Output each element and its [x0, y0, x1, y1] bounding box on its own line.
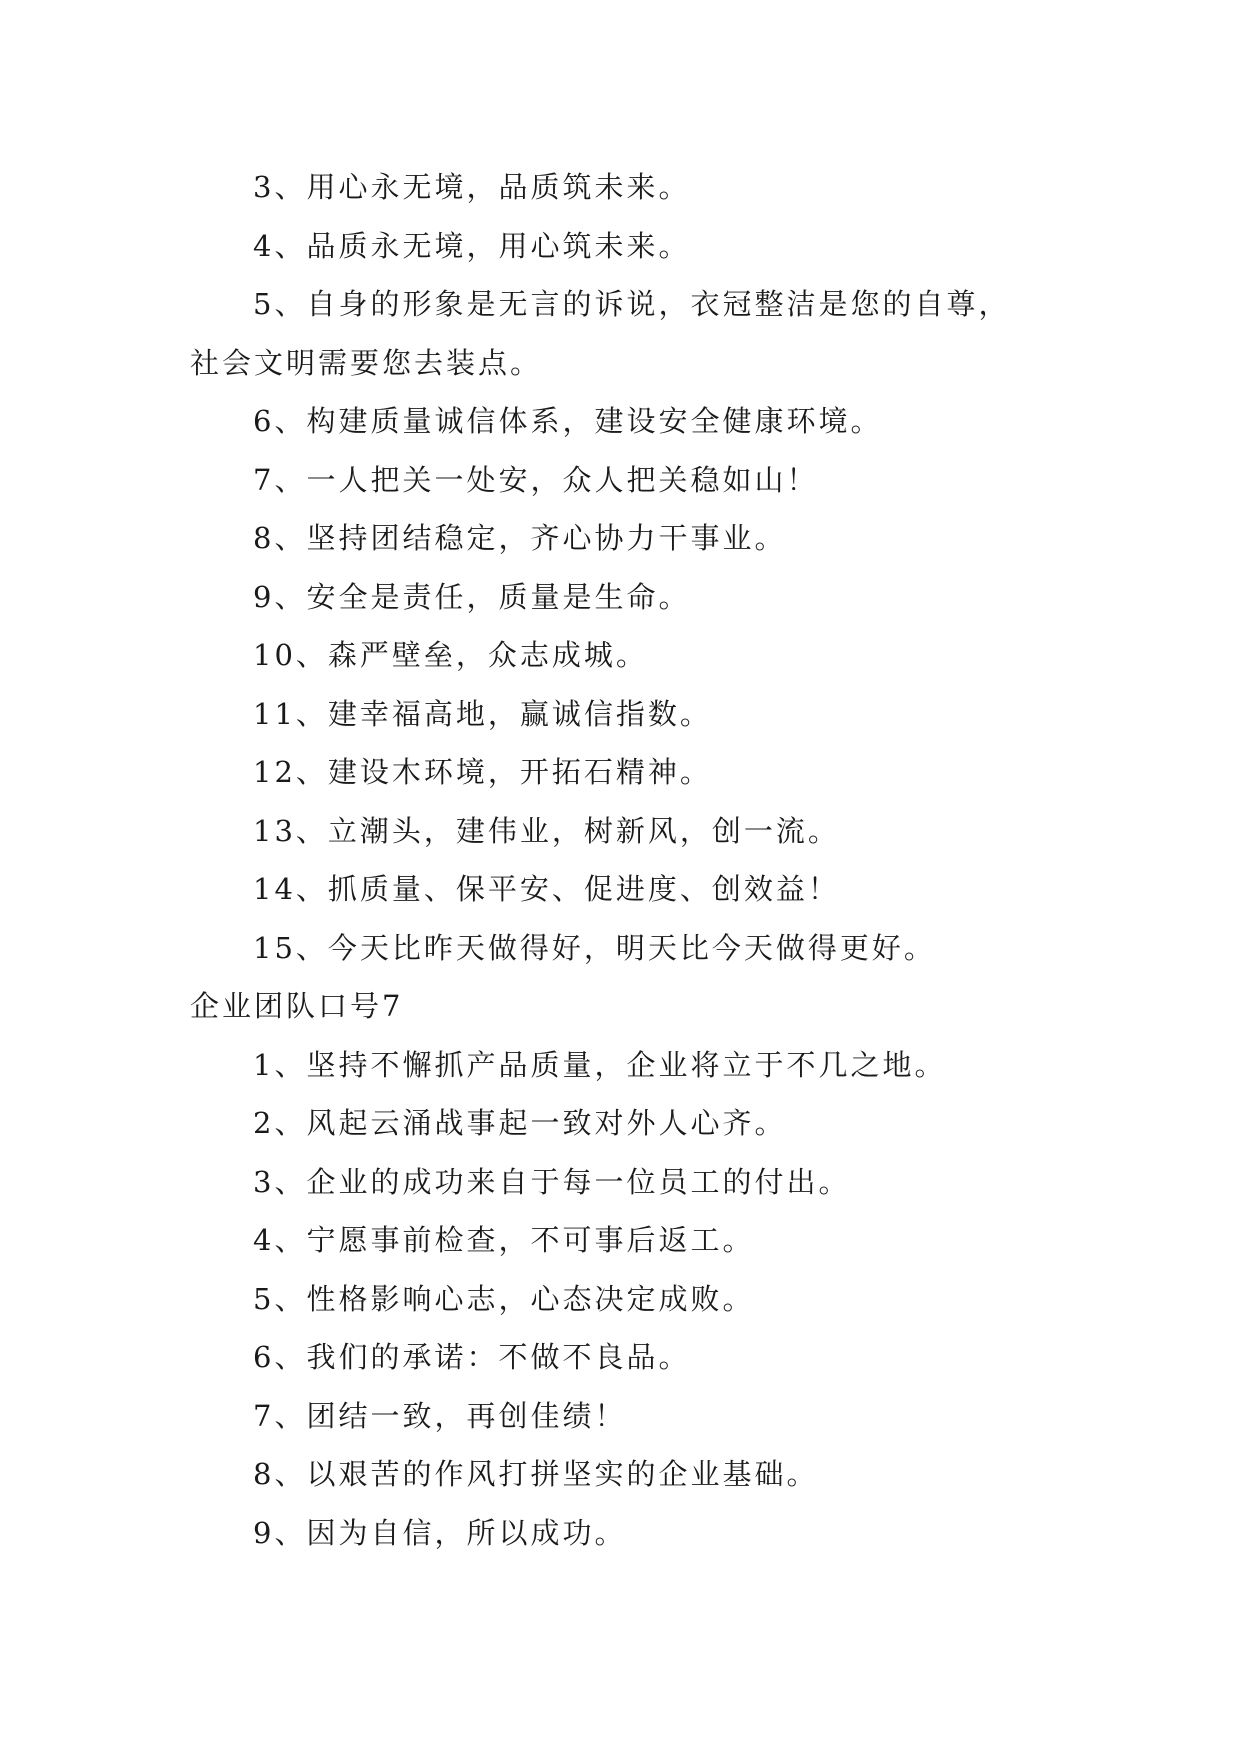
- list-item: 6、我们的承诺：不做不良品。: [253, 1340, 691, 1374]
- list-item: 15、今天比昨天做得好，明天比今天做得更好。: [253, 930, 936, 965]
- list-item: 7、团结一致，再创佳绩！: [253, 1398, 627, 1433]
- document-body: [190, 158, 1050, 1562]
- list-item: 3、企业的成功来自于每一位员工的付出。: [253, 1164, 851, 1199]
- list-item: 8、坚持团结稳定，齐心协力干事业。: [253, 521, 787, 555]
- list-item: 13、立潮头，建伟业，树新风，创一流。: [253, 813, 840, 848]
- list-item-continuation: 社会文明需要您去装点。: [190, 345, 543, 380]
- list-item: 4、品质永无境，用心筑未来。: [253, 228, 691, 263]
- list-item: 5、自身的形象是无言的诉说，衣冠整洁是您的自尊，: [253, 287, 1011, 321]
- list-item: 4、宁愿事前检查，不可事后返工。: [253, 1223, 755, 1257]
- list-item: 11、建幸福高地，赢诚信指数。: [253, 696, 712, 731]
- list-item: 1、坚持不懈抓产品质量，企业将立于不几之地。: [253, 1047, 947, 1082]
- list-item: 5、性格影响心志，心态决定成败。: [253, 1281, 755, 1316]
- list-item: 3、用心永无境，品质筑未来。: [253, 170, 691, 204]
- list-item: 14、抓质量、保平安、促进度、创效益！: [253, 872, 840, 906]
- list-item: 8、以艰苦的作风打拼坚实的企业基础。: [253, 1457, 819, 1491]
- list-item: 9、安全是责任，质量是生命。: [253, 579, 691, 614]
- list-item: 9、因为自信，所以成功。: [253, 1515, 627, 1550]
- list-item: 2、风起云涌战事起一致对外人心齐。: [253, 1106, 787, 1140]
- section-heading: 企业团队口号7: [190, 989, 404, 1023]
- list-item: 12、建设木环境，开拓石精神。: [253, 755, 712, 789]
- list-item: 10、森严壁垒，众志成城。: [253, 638, 648, 672]
- list-item: 7、一人把关一处安，众人把关稳如山！: [253, 462, 819, 497]
- list-item: 6、构建质量诚信体系，建设安全健康环境。: [253, 404, 883, 438]
